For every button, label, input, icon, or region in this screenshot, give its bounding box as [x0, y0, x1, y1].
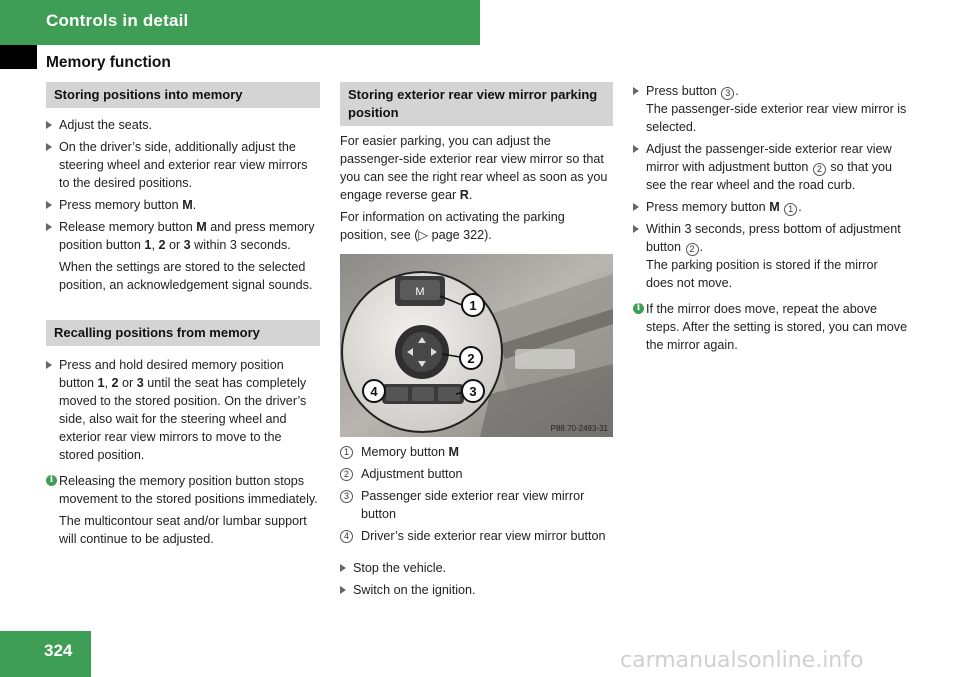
- callout-2: [460, 347, 482, 369]
- svg-text:4: 4: [370, 384, 378, 399]
- step-adjust-mirrors: On the driver’s side, additionally adjust the steering wheel and exterior rear view mirrors to the desired positions.: [46, 138, 320, 192]
- page-reference: For information on activating the parking position, see (▷ page 322).: [340, 210, 565, 242]
- step-press-memory: Press memory button M.: [46, 196, 320, 214]
- column-1: [46, 82, 320, 548]
- svg-text:M: M: [415, 286, 425, 298]
- intro-paragraph: For easier parking, you can adjust the passenger-side exterior rear view mirror so that you can see the right rear wheel as soon as you engage reverse gear R.: [340, 134, 608, 202]
- step-stop-vehicle: Stop the vehicle.: [340, 559, 613, 577]
- photo-code: P88.70-2493-31: [550, 424, 608, 433]
- step-press-memory-m: Press memory button M 1 .: [633, 198, 908, 216]
- column-2: [340, 82, 613, 599]
- watermark: carmanualsonline.info: [620, 648, 864, 673]
- step-adjust-seats: Adjust the seats.: [46, 116, 320, 134]
- legend-item-2: 2 Adjustment button: [340, 465, 613, 483]
- info-icon: i: [633, 303, 644, 314]
- callout-3: [462, 380, 484, 402]
- legend-item-3: 3 Passenger side exterior rear view mirror button: [340, 487, 613, 523]
- step-press-bottom: Within 3 seconds, press bottom of adjustment button 2 .: [633, 220, 908, 256]
- svg-text:3: 3: [469, 384, 477, 399]
- mirror-selected-text: The passenger-side exterior rear view mirror is selected.: [646, 102, 907, 134]
- svg-text:2: 2: [467, 351, 475, 366]
- subheading-recalling: Recalling positions from memory: [46, 320, 320, 346]
- info-note-releasing: i Releasing the memory position button stops movement to the stored positions immediately.: [46, 472, 320, 508]
- info-note-mirror: i If the mirror does move, repeat the above steps. After the setting is stored, you can move the mirror again.: [633, 300, 908, 354]
- step-press-button-3: Press button 3 .: [633, 82, 908, 100]
- multicontour-text: The multicontour seat and/or lumbar support will continue to be adjusted.: [59, 514, 307, 546]
- subheading-parking-position: Storing exterior rear view mirror parking position: [340, 82, 613, 126]
- acknowledgement-text: When the settings are stored to the selected position, an acknowledgement signal sounds.: [59, 260, 313, 292]
- parking-stored-text: The parking position is stored if the mirror does not move.: [646, 258, 878, 290]
- page-number: 324: [44, 641, 73, 660]
- callout-1: [462, 294, 484, 316]
- step-adjust-passenger-mirror: Adjust the passenger-side exterior rear view mirror with adjustment button 2 so that you see the rear wheel and the road curb.: [633, 140, 908, 194]
- section-marker: [0, 45, 37, 69]
- subheading-storing: Storing positions into memory: [46, 82, 320, 108]
- chapter-title: Controls in detail: [46, 11, 189, 30]
- mirror-controls-photo: [340, 254, 613, 437]
- section-title: Memory function: [46, 54, 171, 71]
- callout-4: [363, 380, 385, 402]
- info-icon: i: [46, 475, 57, 486]
- svg-text:1: 1: [469, 298, 477, 313]
- step-release-memory: Release memory button M and press memory position button 1, 2 or 3 within 3 seconds.: [46, 218, 320, 254]
- legend-item-4: 4 Driver’s side exterior rear view mirror button: [340, 527, 613, 545]
- step-ignition: Switch on the ignition.: [340, 581, 613, 599]
- legend-item-1: 1 Memory button M: [340, 443, 613, 461]
- column-3: [633, 82, 908, 354]
- step-recall: Press and hold desired memory position button 1, 2 or 3 until the seat has completely moved to the stored position. On the driver’s side, also wait for the steering wheel and exterior rear view mirrors to move to the stored position.: [46, 356, 320, 464]
